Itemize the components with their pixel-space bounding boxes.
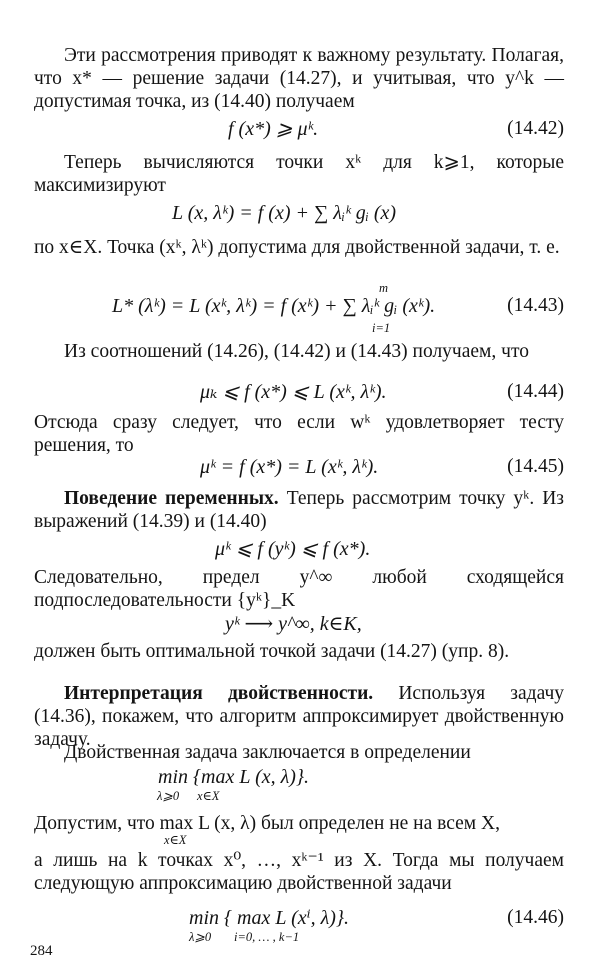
paragraph-11: Допустим, что max L (x, λ) был определен не на всем X, <box>34 813 500 834</box>
paragraph-5: Отсюда сразу следует, что если wᵏ удовлетворяет тесту решения, то <box>34 412 564 456</box>
min-subscript-2: λ⩾0 <box>189 930 212 944</box>
sum-upper-limit: m <box>379 281 389 295</box>
sum-lower-limit: i=1 <box>372 321 391 335</box>
equation-dual-problem: min {max L (x, λ)}. <box>158 766 309 788</box>
paragraph-4: Из соотношений (14.26), (14.42) и (14.43) получаем, что <box>64 341 529 362</box>
equation-14-42: f (x*) ⩾ μᵏ. <box>228 118 319 140</box>
equation-mu-bound: μᵏ ⩽ f (yᵏ) ⩽ f (x*). <box>215 538 371 560</box>
equation-number-14-45: (14.45) <box>507 456 564 477</box>
equation-number-14-42: (14.42) <box>507 118 564 139</box>
paragraph-10: Двойственная задача заключается в определении <box>64 742 471 763</box>
max-subscript-2: i=0, … , k−1 <box>234 930 300 944</box>
min-subscript: λ⩾0 <box>157 789 180 803</box>
paragraph-3: по x∈X. Точка (xᵏ, λᵏ) допустима для двойственной задачи, т. е. <box>34 237 560 258</box>
paragraph-11-subscript: x∈X <box>164 833 187 847</box>
equation-lagrangian: L (x, λᵏ) = f (x) + ∑ λᵢᵏ gᵢ (x) <box>172 202 397 224</box>
heading-duality-interpretation: Интерпретация двойственности. <box>64 683 374 704</box>
paragraph-1: Эти рассмотрения приводят к важному результату. Полагая, что x* — решение задачи (14.27), и учитывая, что y^k — допустимая точка, из (14.40) получаем <box>34 45 564 112</box>
equation-number-14-46: (14.46) <box>507 907 564 928</box>
equation-14-45: μᵏ = f (x*) = L (xᵏ, λᵏ). <box>200 456 379 478</box>
equation-limit: yᵏ ⟶ y^∞, k∈K, <box>225 613 362 635</box>
page-number: 284 <box>30 943 53 959</box>
paragraph-6 <box>34 487 564 533</box>
equation-14-43: L* (λᵏ) = L (xᵏ, λᵏ) = f (xᵏ) + ∑ λᵢᵏ gᵢ (xᵏ). <box>112 295 436 317</box>
equation-number-14-43: (14.43) <box>507 295 564 316</box>
paragraph-9-text: Используя задачу (14.36), покажем, что алгоритм аппроксимирует двойственную задачу. <box>34 683 564 750</box>
max-subscript: x∈X <box>197 789 220 803</box>
paragraph-12: а лишь на k точках x⁰, …, xᵏ⁻¹ из X. Тогда мы получаем следующую аппроксимацию двойственной задачи <box>34 850 564 894</box>
paragraph-7: Следовательно, предел y^∞ любой сходящейся подпоследовательности {yᵏ}_K <box>34 567 564 611</box>
heading-variable-behavior: Поведение переменных. <box>64 488 279 509</box>
equation-number-14-44: (14.44) <box>507 381 564 402</box>
paragraph-2: Теперь вычисляются точки xᵏ для k⩾1, которые максимизируют <box>34 152 564 196</box>
paragraph-8: должен быть оптимальной точкой задачи (14.27) (упр. 8). <box>34 641 510 662</box>
paragraph-6-text: Теперь рассмотрим точку yᵏ. Из выражений (14.39) и (14.40) <box>34 488 565 532</box>
equation-14-44: μₖ ⩽ f (x*) ⩽ L (xᵏ, λᵏ). <box>200 381 387 403</box>
equation-14-46: min { max L (xⁱ, λ)}. <box>189 907 349 929</box>
